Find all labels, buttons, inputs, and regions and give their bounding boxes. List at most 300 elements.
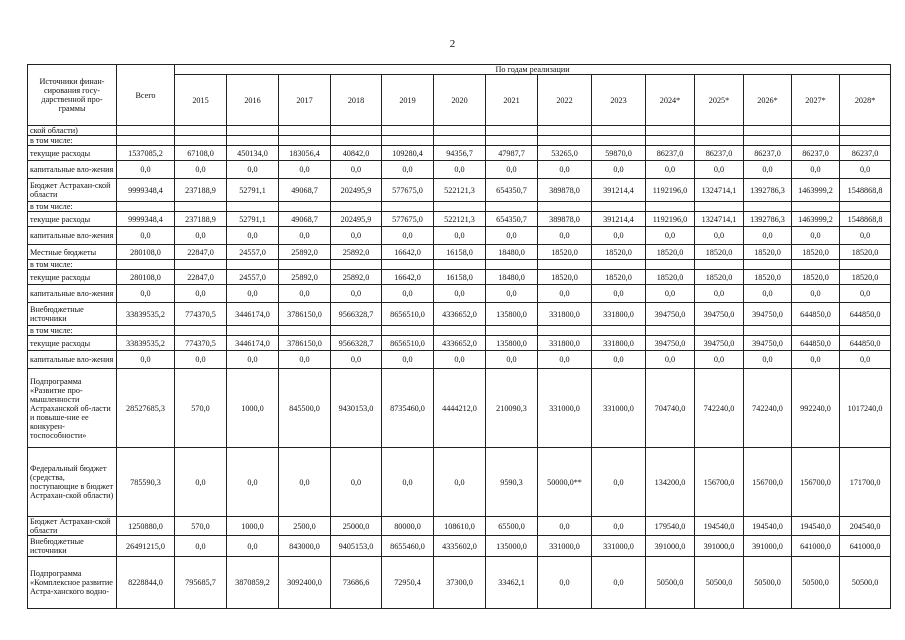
- row-cell: 24557,0: [227, 245, 279, 260]
- row-cell: 654350,7: [486, 179, 538, 202]
- row-cell: 0,0: [227, 161, 279, 179]
- row-cell: 9430153,0: [331, 369, 382, 448]
- row-cell: 0,0: [434, 161, 486, 179]
- row-cell: 0,0: [792, 285, 840, 303]
- row-cell: 86237,0: [840, 146, 891, 161]
- row-cell: 0,0: [175, 161, 227, 179]
- row-cell: [175, 136, 227, 146]
- row-cell: [840, 136, 891, 146]
- row-cell: 40842,0: [331, 146, 382, 161]
- row-cell: 134200,0: [646, 448, 695, 517]
- row-cell: 0,0: [486, 351, 538, 369]
- row-cell: [646, 126, 695, 136]
- row-cell: [646, 260, 695, 270]
- row-cell: 0,0: [486, 227, 538, 245]
- header-year: 2020: [434, 75, 486, 126]
- row-cell: 2500,0: [279, 517, 331, 536]
- row-cell: 9566328,7: [331, 303, 382, 326]
- row-cell: 0,0: [792, 161, 840, 179]
- row-cell: [279, 326, 331, 336]
- row-cell: 86237,0: [792, 146, 840, 161]
- row-cell: [792, 136, 840, 146]
- row-cell: [695, 202, 744, 212]
- row-cell: 704740,0: [646, 369, 695, 448]
- row-cell: 0,0: [695, 227, 744, 245]
- row-cell: 0,0: [382, 448, 434, 517]
- row-cell: 0,0: [840, 161, 891, 179]
- row-cell: 1548868,8: [840, 212, 891, 227]
- row-cell: 391214,4: [592, 179, 646, 202]
- row-cell: 0,0: [744, 227, 792, 245]
- row-cell: 389878,0: [538, 179, 592, 202]
- row-cell: [538, 136, 592, 146]
- row-cell: 0,0: [486, 161, 538, 179]
- row-cell: 183056,4: [279, 146, 331, 161]
- row-cell: 18520,0: [538, 270, 592, 285]
- row-cell: 0,0: [646, 351, 695, 369]
- row-cell: [117, 260, 175, 270]
- row-cell: 280108,0: [117, 245, 175, 260]
- header-total: Всего: [117, 65, 175, 126]
- row-cell: 210090,3: [486, 369, 538, 448]
- row-cell: [695, 260, 744, 270]
- row-cell: 0,0: [538, 285, 592, 303]
- row-cell: 577675,0: [382, 212, 434, 227]
- row-cell: [695, 326, 744, 336]
- row-cell: 1192196,0: [646, 179, 695, 202]
- row-cell: 843000,0: [279, 536, 331, 557]
- row-cell: 0,0: [538, 351, 592, 369]
- row-cell: 50500,0: [646, 557, 695, 609]
- row-cell: 73686,6: [331, 557, 382, 609]
- row-cell: 3446174,0: [227, 303, 279, 326]
- row-cell: 0,0: [382, 161, 434, 179]
- row-cell: 18480,0: [486, 270, 538, 285]
- row-cell: 1324714,1: [695, 212, 744, 227]
- table-row: [28, 245, 891, 260]
- row-cell: 4444212,0: [434, 369, 486, 448]
- row-cell: 1463999,2: [792, 179, 840, 202]
- row-cell: 394750,0: [744, 303, 792, 326]
- row-cell: [175, 260, 227, 270]
- row-cell: 1324714,1: [695, 179, 744, 202]
- row-cell: 0,0: [227, 448, 279, 517]
- row-cell: 25892,0: [331, 245, 382, 260]
- row-cell: 0,0: [592, 161, 646, 179]
- row-cell: 179540,0: [646, 517, 695, 536]
- header-year: 2018: [331, 75, 382, 126]
- row-cell: [434, 260, 486, 270]
- row-cell: 742240,0: [744, 369, 792, 448]
- row-cell: 18520,0: [792, 270, 840, 285]
- row-cell: 0,0: [538, 227, 592, 245]
- row-cell: [646, 202, 695, 212]
- row-cell: 0,0: [331, 227, 382, 245]
- row-cell: 394750,0: [646, 336, 695, 351]
- row-cell: 1000,0: [227, 369, 279, 448]
- row-cell: 0,0: [434, 448, 486, 517]
- row-cell: 331000,0: [592, 536, 646, 557]
- header-year: 2022: [538, 75, 592, 126]
- row-cell: [592, 136, 646, 146]
- row-cell: [434, 326, 486, 336]
- row-cell: 53265,0: [538, 146, 592, 161]
- row-cell: 641000,0: [840, 536, 891, 557]
- row-cell: 0,0: [592, 285, 646, 303]
- row-cell: 18520,0: [538, 245, 592, 260]
- row-cell: 394750,0: [695, 303, 744, 326]
- row-cell: 9590,3: [486, 448, 538, 517]
- row-cell: [538, 202, 592, 212]
- row-cell: [434, 136, 486, 146]
- row-cell: 0,0: [175, 351, 227, 369]
- table-row: [28, 517, 891, 536]
- row-cell: 202495,9: [331, 212, 382, 227]
- row-cell: 0,0: [695, 351, 744, 369]
- row-cell: [227, 326, 279, 336]
- row-cell: [840, 202, 891, 212]
- row-cell: 135800,0: [486, 303, 538, 326]
- row-cell: 0,0: [592, 517, 646, 536]
- row-cell: 0,0: [434, 351, 486, 369]
- row-cell: 156700,0: [792, 448, 840, 517]
- row-cell: 25892,0: [279, 270, 331, 285]
- row-cell: [646, 136, 695, 146]
- header-year: 2028*: [840, 75, 891, 126]
- row-cell: [227, 202, 279, 212]
- row-cell: 0,0: [592, 448, 646, 517]
- row-cell: 80000,0: [382, 517, 434, 536]
- row-cell: 644850,0: [792, 336, 840, 351]
- row-label: Внебюджетные источники: [28, 536, 117, 557]
- row-cell: 0,0: [592, 227, 646, 245]
- row-cell: 0,0: [646, 161, 695, 179]
- row-cell: 0,0: [331, 161, 382, 179]
- row-cell: 8655460,0: [382, 536, 434, 557]
- row-cell: [695, 126, 744, 136]
- row-cell: 0,0: [744, 285, 792, 303]
- row-cell: 25000,0: [331, 517, 382, 536]
- row-cell: 37300,0: [434, 557, 486, 609]
- row-cell: 18520,0: [592, 270, 646, 285]
- row-label: Бюджет Астрахан-ской области: [28, 517, 117, 536]
- row-cell: 0,0: [646, 227, 695, 245]
- row-label: в том числе:: [28, 326, 117, 336]
- row-cell: 0,0: [538, 161, 592, 179]
- row-cell: [227, 126, 279, 136]
- table-row: [28, 126, 891, 136]
- row-cell: [592, 126, 646, 136]
- row-cell: 194540,0: [744, 517, 792, 536]
- row-cell: 0,0: [175, 285, 227, 303]
- table-row: [28, 260, 891, 270]
- table-row: [28, 448, 891, 517]
- row-cell: 331800,0: [592, 303, 646, 326]
- row-cell: 0,0: [592, 557, 646, 609]
- row-label: в том числе:: [28, 202, 117, 212]
- row-cell: 25892,0: [331, 270, 382, 285]
- row-cell: 86237,0: [695, 146, 744, 161]
- row-cell: 394750,0: [744, 336, 792, 351]
- table-row: [28, 336, 891, 351]
- row-cell: 49068,7: [279, 179, 331, 202]
- row-cell: 391000,0: [646, 536, 695, 557]
- row-cell: 67108,0: [175, 146, 227, 161]
- row-cell: 3786150,0: [279, 303, 331, 326]
- row-cell: 65500,0: [486, 517, 538, 536]
- row-cell: 577675,0: [382, 179, 434, 202]
- row-label: капитальные вло-жения: [28, 351, 117, 369]
- row-cell: 1548868,8: [840, 179, 891, 202]
- row-cell: [486, 202, 538, 212]
- row-cell: [382, 202, 434, 212]
- row-cell: 1463999,2: [792, 212, 840, 227]
- row-cell: 785590,3: [117, 448, 175, 517]
- row-cell: 522121,3: [434, 212, 486, 227]
- row-cell: [744, 202, 792, 212]
- row-label: капитальные вло-жения: [28, 285, 117, 303]
- row-cell: [117, 136, 175, 146]
- row-cell: 8656510,0: [382, 303, 434, 326]
- row-label: текущие расходы: [28, 336, 117, 351]
- row-cell: 194540,0: [695, 517, 744, 536]
- row-cell: 0,0: [227, 351, 279, 369]
- row-cell: 52791,1: [227, 179, 279, 202]
- row-cell: 9566328,7: [331, 336, 382, 351]
- table-row: [28, 369, 891, 448]
- table-body: [28, 126, 891, 609]
- row-cell: 202495,9: [331, 179, 382, 202]
- row-cell: 0,0: [792, 227, 840, 245]
- row-cell: 0,0: [744, 351, 792, 369]
- row-cell: 33839535,2: [117, 336, 175, 351]
- row-cell: 108610,0: [434, 517, 486, 536]
- row-cell: [486, 260, 538, 270]
- row-cell: [279, 126, 331, 136]
- row-cell: 18520,0: [592, 245, 646, 260]
- row-label: Бюджет Астрахан-ской области: [28, 179, 117, 202]
- header-year: 2027*: [792, 75, 840, 126]
- row-cell: 391214,4: [592, 212, 646, 227]
- header-years-group: По годам реализации: [175, 65, 891, 75]
- row-cell: 18520,0: [646, 270, 695, 285]
- row-cell: 742240,0: [695, 369, 744, 448]
- row-cell: [175, 202, 227, 212]
- table-row: [28, 212, 891, 227]
- header-year: 2019: [382, 75, 434, 126]
- row-cell: [434, 126, 486, 136]
- row-label: капитальные вло-жения: [28, 227, 117, 245]
- row-cell: [227, 136, 279, 146]
- row-cell: 0,0: [227, 227, 279, 245]
- row-cell: 1017240,0: [840, 369, 891, 448]
- row-cell: 135000,0: [486, 536, 538, 557]
- row-cell: 3446174,0: [227, 336, 279, 351]
- row-cell: 0,0: [279, 285, 331, 303]
- row-cell: 570,0: [175, 517, 227, 536]
- row-cell: 1192196,0: [646, 212, 695, 227]
- header-year: 2024*: [646, 75, 695, 126]
- row-cell: 86237,0: [646, 146, 695, 161]
- row-cell: [331, 136, 382, 146]
- row-cell: 0,0: [695, 285, 744, 303]
- header-year: 2021: [486, 75, 538, 126]
- row-cell: 9999348,4: [117, 179, 175, 202]
- row-cell: 0,0: [434, 227, 486, 245]
- row-cell: 0,0: [382, 285, 434, 303]
- row-cell: 331000,0: [592, 369, 646, 448]
- row-cell: 0,0: [117, 285, 175, 303]
- financing-table: [27, 64, 891, 609]
- row-cell: 0,0: [592, 351, 646, 369]
- row-cell: [382, 136, 434, 146]
- row-cell: 25892,0: [279, 245, 331, 260]
- table-row: [28, 136, 891, 146]
- row-cell: [382, 126, 434, 136]
- row-cell: 156700,0: [695, 448, 744, 517]
- row-cell: 237188,9: [175, 212, 227, 227]
- row-cell: 18520,0: [744, 270, 792, 285]
- row-cell: [744, 136, 792, 146]
- row-label: текущие расходы: [28, 212, 117, 227]
- page-number: 2: [449, 38, 456, 50]
- row-cell: [744, 126, 792, 136]
- row-cell: [792, 126, 840, 136]
- row-cell: [840, 260, 891, 270]
- row-cell: 522121,3: [434, 179, 486, 202]
- table-row: [28, 270, 891, 285]
- row-cell: [279, 260, 331, 270]
- row-cell: 0,0: [175, 448, 227, 517]
- row-cell: 4336652,0: [434, 303, 486, 326]
- row-cell: 18480,0: [486, 245, 538, 260]
- row-cell: [486, 136, 538, 146]
- row-cell: 570,0: [175, 369, 227, 448]
- row-cell: [486, 326, 538, 336]
- row-cell: 86237,0: [744, 146, 792, 161]
- row-cell: [175, 126, 227, 136]
- table-row: [28, 303, 891, 326]
- row-cell: 0,0: [695, 161, 744, 179]
- row-cell: 0,0: [279, 351, 331, 369]
- row-cell: 641000,0: [792, 536, 840, 557]
- row-cell: 280108,0: [117, 270, 175, 285]
- row-cell: 0,0: [331, 285, 382, 303]
- row-cell: 22847,0: [175, 270, 227, 285]
- row-cell: 0,0: [117, 351, 175, 369]
- row-cell: 774370,5: [175, 303, 227, 326]
- table-row: [28, 227, 891, 245]
- row-label: Подпрограмма «Развитие про-мышленности Астраханской об-ласти и повыше-ние ее конкурен-тоспособности»: [28, 369, 117, 448]
- row-cell: 50500,0: [695, 557, 744, 609]
- row-cell: [331, 326, 382, 336]
- row-cell: 0,0: [744, 161, 792, 179]
- row-cell: 24557,0: [227, 270, 279, 285]
- row-cell: 109280,4: [382, 146, 434, 161]
- row-cell: 450134,0: [227, 146, 279, 161]
- row-cell: 0,0: [646, 285, 695, 303]
- table-row: [28, 285, 891, 303]
- row-label: Подпрограмма «Комплексное развитие Астра-ханского водно-: [28, 557, 117, 609]
- row-cell: 0,0: [840, 351, 891, 369]
- row-cell: 8735460,0: [382, 369, 434, 448]
- row-cell: 194540,0: [792, 517, 840, 536]
- row-cell: 0,0: [117, 161, 175, 179]
- row-cell: 8228844,0: [117, 557, 175, 609]
- row-cell: 4335602,0: [434, 536, 486, 557]
- row-cell: 4336652,0: [434, 336, 486, 351]
- row-cell: [382, 326, 434, 336]
- header-source: Источники финан-сирования госу-дарственной про-граммы: [28, 65, 117, 126]
- row-cell: 156700,0: [744, 448, 792, 517]
- row-cell: [538, 260, 592, 270]
- row-cell: [792, 260, 840, 270]
- row-cell: 0,0: [486, 285, 538, 303]
- row-cell: 72950,4: [382, 557, 434, 609]
- row-cell: 3870859,2: [227, 557, 279, 609]
- row-cell: 1250880,0: [117, 517, 175, 536]
- header-year: 2015: [175, 75, 227, 126]
- row-cell: [117, 202, 175, 212]
- row-cell: 391000,0: [695, 536, 744, 557]
- row-cell: [695, 136, 744, 146]
- row-label: Федеральный бюджет (средства, поступающие в бюджет Астрахан-ской области): [28, 448, 117, 517]
- row-cell: 3786150,0: [279, 336, 331, 351]
- table-row: [28, 326, 891, 336]
- row-cell: 0,0: [117, 227, 175, 245]
- row-cell: 33839535,2: [117, 303, 175, 326]
- row-cell: 50000,0**: [538, 448, 592, 517]
- row-cell: 28527685,3: [117, 369, 175, 448]
- row-cell: 16642,0: [382, 245, 434, 260]
- row-cell: 33462,1: [486, 557, 538, 609]
- row-cell: 0,0: [840, 285, 891, 303]
- row-cell: 171700,0: [840, 448, 891, 517]
- row-cell: [592, 202, 646, 212]
- row-cell: [538, 126, 592, 136]
- row-label: капитальные вло-жения: [28, 161, 117, 179]
- row-cell: [279, 136, 331, 146]
- row-label: в том числе:: [28, 136, 117, 146]
- row-cell: [840, 126, 891, 136]
- row-cell: [592, 260, 646, 270]
- table-row: [28, 202, 891, 212]
- row-cell: 1537085,2: [117, 146, 175, 161]
- row-cell: 18520,0: [695, 270, 744, 285]
- row-cell: 47987,7: [486, 146, 538, 161]
- row-cell: [175, 326, 227, 336]
- row-cell: 391000,0: [744, 536, 792, 557]
- row-label: в том числе:: [28, 260, 117, 270]
- row-cell: 26491215,0: [117, 536, 175, 557]
- row-cell: 331800,0: [538, 303, 592, 326]
- row-cell: 774370,5: [175, 336, 227, 351]
- row-cell: [646, 326, 695, 336]
- row-cell: 0,0: [538, 557, 592, 609]
- row-cell: 331000,0: [538, 369, 592, 448]
- row-cell: 331000,0: [538, 536, 592, 557]
- row-cell: 0,0: [279, 161, 331, 179]
- row-cell: 94356,7: [434, 146, 486, 161]
- row-cell: 0,0: [175, 227, 227, 245]
- row-cell: 18520,0: [840, 270, 891, 285]
- row-label: текущие расходы: [28, 270, 117, 285]
- row-cell: 0,0: [382, 227, 434, 245]
- row-cell: 992240,0: [792, 369, 840, 448]
- row-cell: [331, 202, 382, 212]
- row-cell: 0,0: [538, 517, 592, 536]
- row-label: Внебюджетные источники: [28, 303, 117, 326]
